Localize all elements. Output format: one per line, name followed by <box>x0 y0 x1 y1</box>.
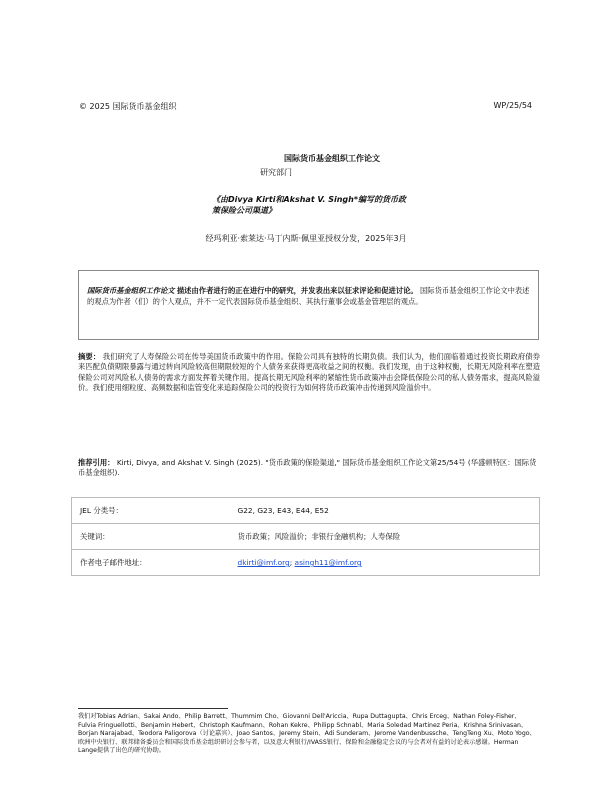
abstract <box>78 352 540 394</box>
table-row <box>72 524 540 550</box>
copyright-notice: © 2025 国际货币基金组织 <box>79 102 177 111</box>
department: 研究部门 <box>260 168 292 177</box>
disclaimer-emphasis: 描述由作者进行的正在进行中的研究，并发表出来以征求评论和促进讨论。 <box>176 286 418 295</box>
abstract-label: 摘要： <box>78 352 101 361</box>
disclaimer-lead: 国际货币基金组织工作论文 <box>87 286 175 295</box>
email-link-singh[interactable]: asingh11@imf.org <box>294 558 362 567</box>
citation-text: Kirti, Divya, and Akshat V. Singh (2025). "货币政策的保险渠道," 国际货币基金组织工作论文第25/54号 (华盛顿特区：国际货币基金组织). <box>78 458 537 478</box>
disclaimer-text: 国际货币基金组织工作论文中表述的观点为作者（们）的个人观点，并不一定代表国际货币基金组织、其执行董事会或基金管理层的观点。 <box>87 286 530 306</box>
working-paper-number: WP/25/54 <box>493 101 532 110</box>
footnote-divider <box>78 708 228 709</box>
info-table <box>71 497 540 576</box>
citation-label: 推荐引用： <box>78 458 115 467</box>
footnote: 我们对Tobias Adrian、Sakai Ando、Philip Barrett、Thummim Cho、Giovanni Dell'Ariccia、Rupa Duttagupta、Chris Erceg、Nathan Foley-Fisher、Fulvia Fringuellotti、Benjamin Hebert、Christoph Kaufmann、Rohan Kekre、Philipp Schnabl、Maria Soledad Martinez Peria、Krishna Srinivasan、Borjan Narajabad、Teodora Paligorova（讨论嘉宾）、Joao Santos、Jeremy Stein、Adi Sunderam、Jerome Vandenbussche、TengTeng Xu、Moto Yogo、欧洲中央银行、联邦储备委员会和国际货币基金组织研讨会参与者，以及意大利银行/IVASS银行、保险和金融稳定会议的与会者对有益的讨论表示感谢。Herman Lange提供了出色的研究协助。 <box>78 713 536 755</box>
authorization-line: 经玛利亚·索莱达·马丁内斯·佩里亚授权分发，2025年3月 <box>205 234 407 243</box>
jel-label: JEL 分类号： <box>72 498 230 524</box>
paper-title: 《由Divya Kirti和Akshat V. Singh*编写的货币政策保险公司渠道》 <box>212 195 406 215</box>
series-title: 国际货币基金组织工作论文 <box>284 154 380 163</box>
table-row <box>72 550 540 576</box>
abstract-text: 我们研究了人寿保险公司在传导美国货币政策中的作用。保险公司具有独特的长期负债。我们认为，他们面临着通过投资长期政府债券来匹配负债期限暴露与通过转向风险较高但期限较短的个人债务来获得更高收益之间的权衡。我们发现，由于这种权衡，长期无风险利率在塑造保险公司对风险私人债务的需求方面发挥着关键作用。提高长期无风险利率的紧缩性货币政策冲击会降低保险公司的私人债务需求，提高风险溢价。我们使用细粒度、高频数据和监管变化来追踪保险公司的投资行为如何将货币政策冲击传递到风险溢价中。 <box>78 352 540 393</box>
jel-value: G22, G23, E43, E44, E52 <box>230 498 540 524</box>
disclaimer-box <box>78 270 539 340</box>
email-value <box>230 550 540 576</box>
recommended-citation <box>78 458 540 479</box>
email-separator: ; <box>289 558 295 567</box>
table-row <box>72 498 540 524</box>
keywords-value: 货币政策；风险溢价；非银行金融机构；人寿保险 <box>230 524 540 550</box>
keywords-label: 关键词： <box>72 524 230 550</box>
email-label: 作者电子邮件地址： <box>72 550 230 576</box>
email-link-kirti[interactable]: dkirti@imf.org <box>237 558 290 567</box>
